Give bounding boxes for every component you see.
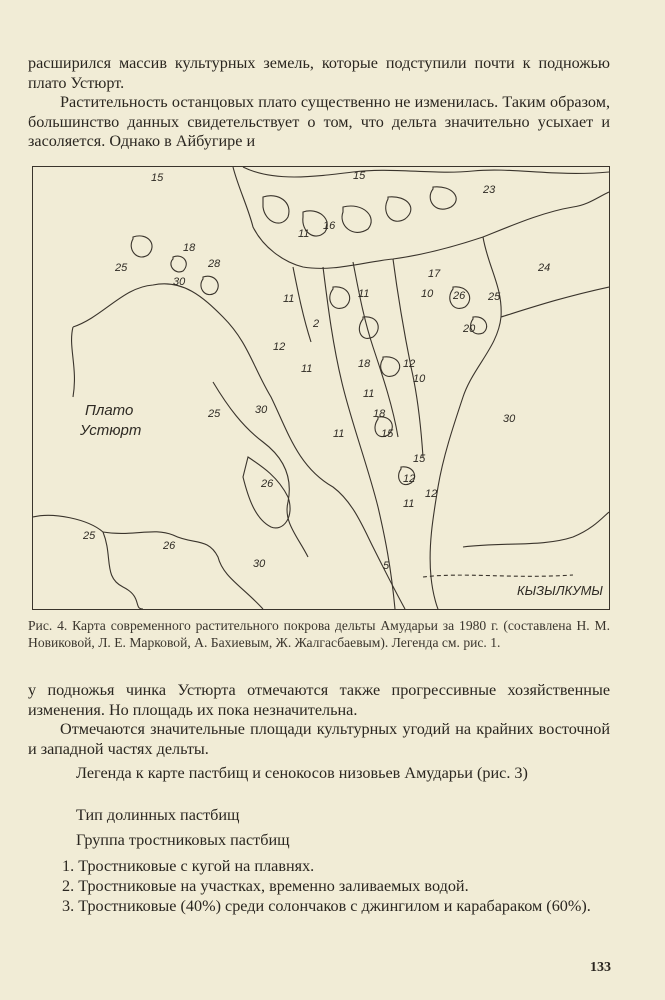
legend-title: Легенда к карте пастбищ и сенокосов низовьев Амударьи (рис. 3) [76,764,528,782]
legend-type: Тип долинных пастбищ [76,806,240,824]
river-branch-3 [293,267,311,342]
delta-patch [201,276,218,294]
delta-patch [342,206,371,232]
svg-text:25: 25 [83,530,96,542]
kyzylkum-dash [423,575,573,577]
svg-text:12: 12 [403,358,416,370]
delta-patch [263,196,289,223]
svg-text:30: 30 [253,558,266,570]
svg-text:11: 11 [333,428,345,440]
svg-text:28: 28 [208,258,221,270]
vegetation-map-figure [32,166,610,610]
svg-text:26: 26 [261,478,274,490]
plateau-label-line2: Устюрт [80,422,142,439]
svg-text:24: 24 [538,262,551,274]
svg-text:25: 25 [488,291,501,303]
map-drawing [33,167,609,609]
delta-patch [386,197,411,221]
legend-item: 1. Тростниковые с кугой на плавнях. [62,857,315,875]
svg-text:25: 25 [208,408,221,420]
plateau-label-line1: Плато [85,402,134,419]
page-number: 133 [590,960,611,975]
plateau-border-west [72,327,75,397]
delta-patch [330,287,350,309]
svg-text:30: 30 [173,276,186,288]
svg-text:15: 15 [151,172,164,184]
legend-item: 2. Тростниковые на участках, временно заливаемых водой. [62,877,469,895]
aral-shore [243,167,609,177]
svg-text:12: 12 [425,488,438,500]
svg-text:11: 11 [403,498,415,510]
svg-text:30: 30 [255,404,268,416]
delta-patch [131,236,152,257]
svg-text:11: 11 [363,388,375,400]
delta-patch [381,357,400,377]
svg-text:20: 20 [463,323,476,335]
south-east-contour [463,512,609,547]
svg-text:5: 5 [383,560,390,572]
desert-label: КЫЗЫЛКУМЫ [517,583,603,598]
svg-text:26: 26 [163,540,176,552]
figure-caption: Рис. 4. Карта современного растительного покрова дельты Амударьи за 1980 г. (составлена Н. М. Новиковой, Л. Е. Марковой, А. Бахиевым, Ж. Жалгасбаевым). Легенда см. рис. 1. [28,618,610,650]
east-desert-contour [501,287,609,317]
svg-text:30: 30 [503,413,516,425]
svg-text:15: 15 [353,170,366,182]
svg-text:23: 23 [483,184,496,196]
paragraph-cultivated: Отмечаются значительные площади культурных угодий на крайних восточной и западной частях дельты. [28,720,610,758]
svg-text:16: 16 [323,220,336,232]
svg-text:12: 12 [403,473,416,485]
svg-text:26: 26 [453,290,466,302]
svg-text:15: 15 [381,428,394,440]
svg-text:18: 18 [358,358,371,370]
svg-text:11: 11 [283,293,295,305]
inner-mesa [243,457,290,528]
paragraph-continued: расширился массив культурных земель, которые подступили почти к подножью плато Устюрт. [28,54,610,92]
legend-item: 3. Тростниковые (40%) среди солончаков с джингилом и карабараком (60%). [62,897,591,915]
svg-text:2: 2 [313,318,320,330]
delta-patch [171,256,186,272]
delta-north-contour [233,167,609,268]
lower-west-contour [103,532,263,609]
svg-text:17: 17 [428,268,441,280]
ustyurt-edge [73,284,405,609]
legend-group: Группа тростниковых пастбищ [76,831,290,849]
svg-text:18: 18 [373,408,386,420]
delta-patch [430,187,456,209]
svg-text:10: 10 [421,288,434,300]
svg-text:15: 15 [413,453,426,465]
svg-text:11: 11 [301,363,313,375]
svg-text:10: 10 [413,373,426,385]
svg-text:18: 18 [183,242,196,254]
svg-text:25: 25 [115,262,128,274]
zone-numbers [82,170,550,572]
paragraph-ustyurt: у подножья чинка Устюрта отмечаются также прогрессивные хозяйственные изменения. Но площадь их пока незначительна. [28,681,610,719]
delta-patch [359,317,378,339]
svg-text:11: 11 [298,228,310,240]
svg-text:12: 12 [273,341,286,353]
svg-text:11: 11 [358,288,370,300]
paragraph-vegetation: Растительность останцовых плато существенно не изменилась. Таким образом, большинство данных свидетельствует о том, что дельта значительно усыхает и засоляется. Однако в Айбугире и [28,93,610,150]
